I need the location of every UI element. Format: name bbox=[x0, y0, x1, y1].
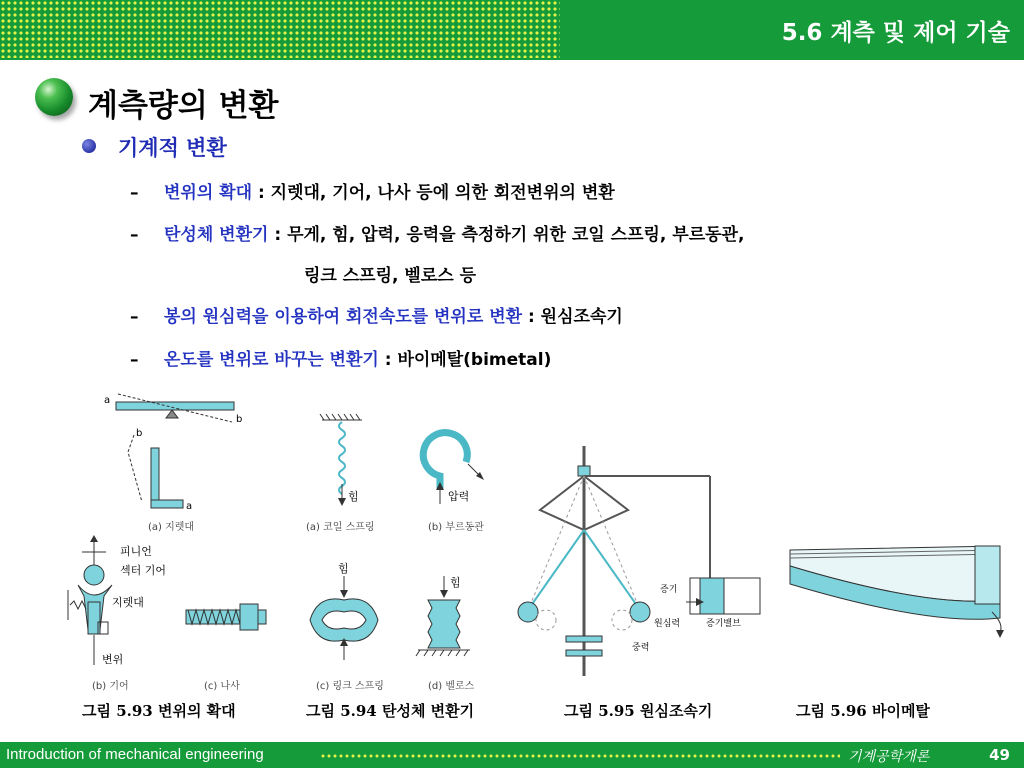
label-b: b bbox=[236, 414, 243, 425]
level1-heading: 기계적 변환 bbox=[118, 136, 227, 160]
label-lever: 지렛대 bbox=[112, 596, 144, 609]
label-gravity: 중력 bbox=[632, 643, 650, 653]
header-bar bbox=[0, 0, 1024, 60]
label-force-bellows: 힘 bbox=[450, 576, 461, 589]
slide-title: 계측량의 변환 bbox=[88, 88, 279, 124]
centrifugal-governor-diagram bbox=[518, 446, 760, 676]
caption-fig-5-94: 그림 5.94 탄성체 변환기 bbox=[306, 702, 475, 720]
footer-course-korean: 기계공학개론 bbox=[848, 749, 930, 765]
label-a: a bbox=[104, 395, 111, 406]
link-spring-diagram bbox=[310, 561, 384, 692]
list-item-continuation: 링크 스프링, 벨로스 등 bbox=[304, 266, 477, 286]
screw-caption: (c) 나사 bbox=[204, 681, 240, 692]
label-centrifugal: 원심력 bbox=[654, 619, 681, 629]
label-a-prime: a bbox=[186, 501, 193, 512]
label-steam: 증기 bbox=[660, 585, 678, 595]
bullet-icon bbox=[82, 139, 96, 153]
caption-fig-5-93: 그림 5.93 변위의 확대 bbox=[82, 702, 236, 720]
screw-diagram bbox=[186, 604, 266, 692]
label-force-coil: 힘 bbox=[348, 490, 359, 503]
section-title: 5.6 계측 및 제어 기술 bbox=[781, 20, 1010, 46]
gear-diagram bbox=[68, 535, 166, 692]
green-sphere-icon bbox=[35, 78, 73, 116]
footer-dot-pattern bbox=[320, 753, 840, 759]
list-item: – 온도를 변위로 바꾸는 변환기 : 바이메탈(bimetal) bbox=[130, 350, 552, 370]
list-item: – 변위의 확대 : 지렛대, 기어, 나사 등에 의한 회전변위의 변환 bbox=[130, 183, 615, 203]
list-item: – 탄성체 변환기 : 무게, 힘, 압력, 응력을 측정하기 위한 코일 스프링, 부르동관, bbox=[130, 225, 745, 245]
list-item: – 봉의 원심력을 이용하여 회전속도를 변위로 변환 : 원심조속기 bbox=[130, 307, 623, 327]
page-number: 49 bbox=[989, 746, 1010, 764]
bellows-caption: (d) 벨로스 bbox=[428, 681, 475, 692]
bourdon-tube-diagram bbox=[423, 433, 484, 533]
label-displacement: 변위 bbox=[102, 653, 124, 666]
bimetal-diagram bbox=[790, 546, 1004, 638]
lever-caption: (a) 지렛대 bbox=[148, 522, 195, 533]
label-pressure: 압력 bbox=[448, 490, 470, 503]
label-pinion: 피니언 bbox=[120, 545, 152, 558]
coil-spring-diagram bbox=[306, 414, 375, 533]
link-caption: (c) 링크 스프링 bbox=[316, 681, 384, 692]
figures-area bbox=[0, 380, 1024, 700]
header-dot-pattern bbox=[0, 0, 560, 58]
label-steam-valve: 증기밸브 bbox=[706, 619, 741, 629]
caption-fig-5-95: 그림 5.95 원심조속기 bbox=[564, 702, 713, 720]
lever-diagram bbox=[104, 394, 242, 533]
coil-caption: (a) 코일 스프링 bbox=[306, 522, 375, 533]
caption-fig-5-96: 그림 5.96 바이메탈 bbox=[796, 702, 930, 720]
label-force-link: 힘 bbox=[338, 562, 349, 575]
gear-caption: (b) 기어 bbox=[92, 681, 129, 692]
label-sector-gear: 섹터 기어 bbox=[120, 564, 167, 577]
footer-bar bbox=[0, 742, 1024, 768]
label-b-prime: b bbox=[136, 428, 143, 439]
footer-course-name: Introduction of mechanical engineering bbox=[6, 746, 264, 763]
bellows-diagram bbox=[416, 575, 475, 692]
bourdon-caption: (b) 부르동관 bbox=[428, 522, 484, 533]
